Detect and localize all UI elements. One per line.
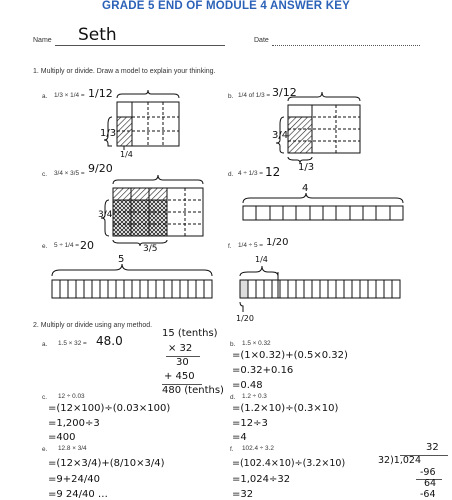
q1b-side-label: 3/4 — [272, 130, 289, 141]
q2f-step-3: -64 — [420, 489, 436, 500]
name-label: Name — [33, 37, 52, 44]
q2b-label: b. — [230, 341, 236, 348]
q2e-work-3: =9 24/40 … — [48, 489, 108, 500]
q2c-label: c. — [42, 394, 47, 401]
q2f-work-1: =(102.4×10)÷(3.2×10) — [232, 458, 346, 469]
q1f-answer: 1/20 — [266, 237, 289, 248]
q2f-quotient: 32 — [426, 442, 439, 453]
q2e-problem: 12.8 × 3/4 — [58, 445, 87, 452]
q1a-model — [104, 90, 179, 150]
q1d-answer: 12 — [265, 165, 281, 179]
q2f-step-1: -96 — [420, 467, 436, 478]
name-value: Seth — [78, 25, 117, 45]
q2b-work-3: =0.48 — [232, 380, 263, 391]
q2f-work-2: =1,024÷32 — [232, 474, 291, 485]
q1f-bottom-label: 1/20 — [236, 314, 254, 323]
q1c-model — [101, 175, 203, 246]
q1f-top-label: 1/4 — [255, 255, 268, 264]
q1a-side-label: 1/3 — [100, 128, 117, 139]
q1f-problem: 1/4 ÷ 5 = — [238, 242, 264, 249]
q2e-work-2: =9+24/40 — [48, 474, 100, 485]
q2d-work-3: =4 — [232, 432, 247, 443]
q2c-work-1: =(12×100)÷(0.03×100) — [48, 403, 171, 414]
q1d-top-label: 4 — [302, 183, 309, 194]
q1d-tape — [243, 193, 403, 220]
page-title: GRADE 5 END OF MODULE 4 ANSWER KEY — [102, 0, 350, 12]
q2f-work-3: =32 — [232, 489, 254, 500]
q1a-bottom-label: 1/4 — [120, 150, 133, 159]
q2d-problem: 1.2 ÷ 0.3 — [242, 393, 267, 400]
q1b-answer: 3/12 — [272, 86, 297, 99]
q2a-work-4: + 450 — [164, 371, 195, 382]
date-label: Date — [254, 37, 269, 44]
q1b-bottom-label: 1/3 — [298, 162, 315, 173]
q1c-label: c. — [42, 171, 47, 178]
q1f-label: f. — [228, 243, 232, 250]
q2d-work-2: =12÷3 — [232, 418, 268, 429]
q1-prompt: 1. Multiply or divide. Draw a model to explain your thinking. — [33, 68, 216, 75]
q1c-answer: 9/20 — [88, 162, 113, 175]
q2b-problem: 1.5 × 0.32 — [242, 340, 271, 347]
q1e-answer: 20 — [80, 239, 94, 252]
q2c-problem: 12 ÷ 0.03 — [58, 393, 85, 400]
q2a-label: a. — [42, 341, 48, 348]
q1b-model — [276, 92, 360, 163]
q2e-label: e. — [42, 446, 48, 453]
q2c-work-3: =400 — [48, 432, 76, 443]
q1d-problem: 4 ÷ 1/3 = — [238, 170, 264, 177]
q2a-work-5: 480 (tenths) — [162, 385, 224, 396]
q1a-problem: 1/3 × 1/4 = — [54, 92, 85, 99]
q2e-work-1: =(12×3/4)+(8/10×3/4) — [48, 458, 165, 469]
q2a-problem: 1.5 × 32 = — [58, 340, 87, 347]
q2a-answer: 48.0 — [96, 334, 123, 348]
q1e-problem: 5 ÷ 1/4 = — [54, 242, 80, 249]
q2f-label: f. — [230, 446, 234, 453]
q1b-label: b. — [228, 93, 234, 100]
q2d-work-1: =(1.2×10)÷(0.3×10) — [232, 403, 339, 414]
q1a-label: a. — [42, 93, 48, 100]
q2f-problem: 102.4 ÷ 3.2 — [242, 445, 274, 452]
q2a-work-3: 30 — [176, 357, 189, 368]
q2f-step-2: 64 — [424, 478, 437, 489]
q2b-work-2: =0.32+0.16 — [232, 365, 294, 376]
q2f-dividend: 32)1,024 — [378, 455, 421, 466]
q2d-label: d. — [230, 394, 236, 401]
q2b-work-1: =(1×0.32)+(0.5×0.32) — [232, 350, 348, 361]
q2a-work-1: 15 (tenths) — [162, 328, 218, 339]
q2a-work-2: × 32 — [168, 343, 193, 354]
q1c-problem: 3/4 × 3/5 = — [54, 170, 85, 177]
q2-prompt: 2. Multiply or divide using any method. — [33, 322, 153, 329]
q2c-work-2: =1,200÷3 — [48, 418, 100, 429]
q1c-side-label: 3/4 — [98, 210, 113, 220]
q1c-bottom-label: 3/5 — [143, 244, 158, 254]
q1d-label: d. — [228, 171, 234, 178]
q1e-label: e. — [42, 243, 48, 250]
q1e-top-label: 5 — [118, 254, 125, 265]
q1b-problem: 1/4 of 1/3 = — [238, 92, 271, 99]
q1a-answer: 1/12 — [88, 87, 113, 100]
